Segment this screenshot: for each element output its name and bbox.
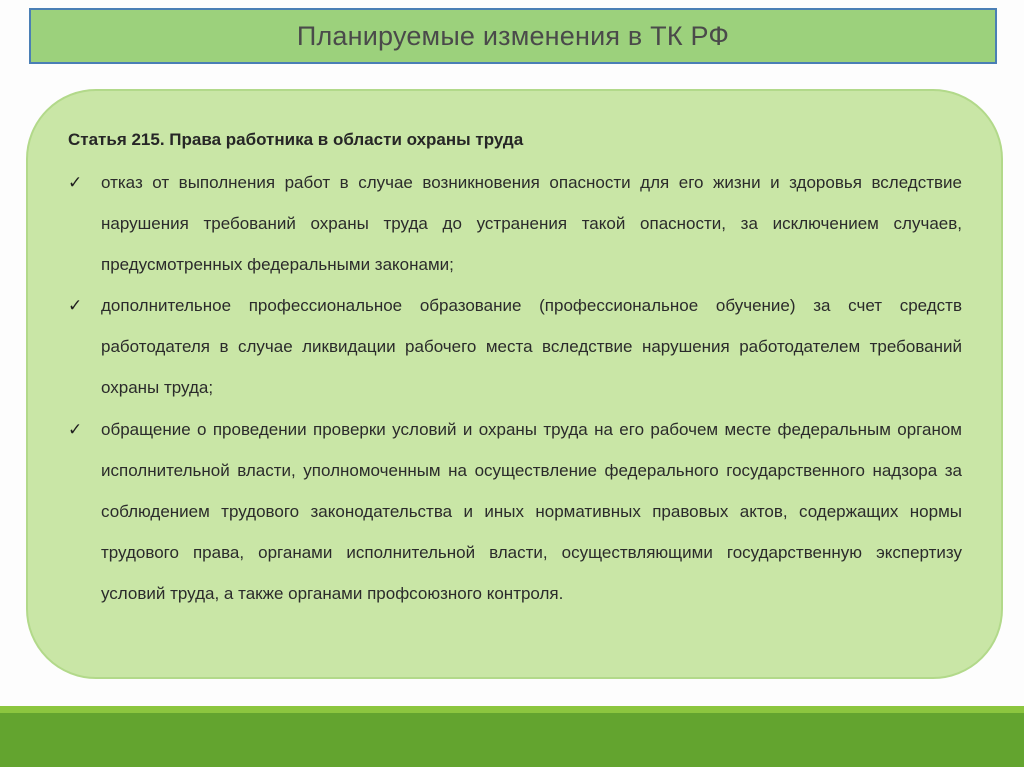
footer-bar: [0, 713, 1024, 767]
article-heading: Статья 215. Права работника в области охраны труда: [68, 130, 524, 149]
checkmark-icon: ✓: [68, 173, 83, 192]
slide-title: Планируемые изменения в ТК РФ: [296, 20, 730, 51]
list-item: [68, 409, 962, 614]
checkmark-icon: ✓: [68, 296, 83, 315]
list-item: [68, 162, 962, 285]
list-item-text: дополнительное профессиональное образование (профессиональное обучение) за счет средств работодателя в случае ликвидации рабочего места вследствие нарушения работодателем требований охраны труда;: [101, 296, 962, 397]
checkmark-icon: ✓: [68, 420, 83, 439]
list-item: [68, 285, 962, 408]
title-bar: [29, 8, 997, 64]
footer-accent-line: [0, 706, 1024, 713]
list-item-text: отказ от выполнения работ в случае возникновения опасности для его жизни и здоровья вследствие нарушения требований охраны труда до устранения такой опасности, за исключением случаев, предусмотренных федеральными законами;: [101, 173, 962, 274]
list-item-text: обращение о проведении проверки условий и охраны труда на его рабочем месте федеральным органом исполнительной власти, уполномоченным на осуществление федерального государственного надзора за соблюдением трудового законодательства и иных нормативных правовых актов, содержащих нормы трудового права, органами исполнительной власти, осуществляющими государственную экспертизу условий труда, а также органами профсоюзного контроля.: [101, 420, 962, 603]
